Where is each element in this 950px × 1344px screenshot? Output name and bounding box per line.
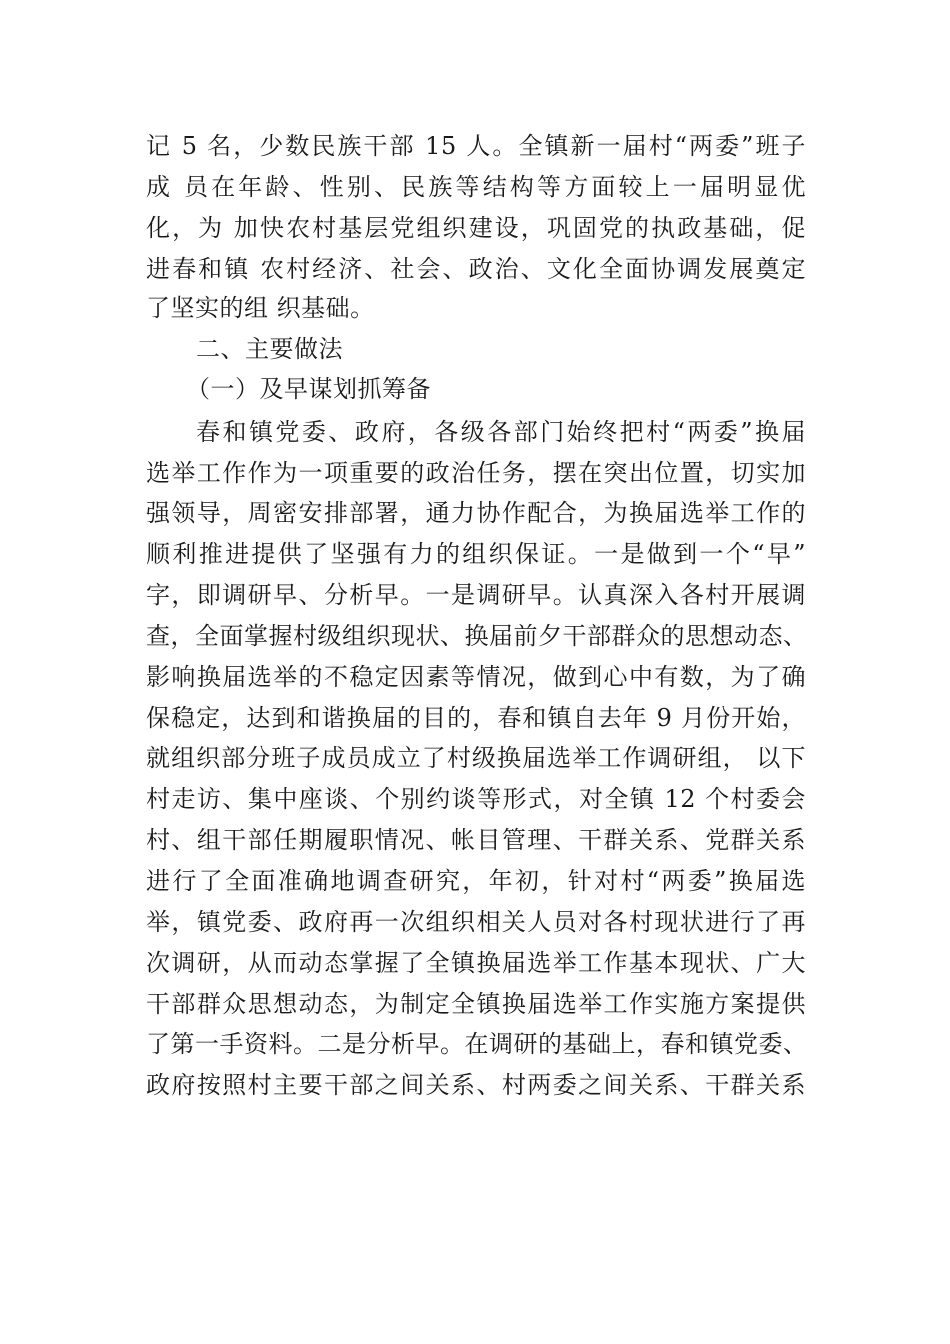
text-line: 查，全面掌握村级组织现状、换届前夕干部群众的思想动态、 [146,622,808,650]
text-line: 干部群众思想动态，为制定全镇换届选举工作实施方案提供 [146,990,806,1018]
text-line: 保稳定，达到和谐换届的目的，春和镇自去年 9 月份开始， [146,704,806,732]
text-line: 顺利推进提供了坚强有力的组织保证。一是做到一个“早” [146,540,806,568]
text-line: 政府按照村主要干部之间关系、村两委之间关系、干群关系 [146,1071,806,1099]
subsection-heading: （一）及早谋划抓筹备 [186,375,431,403]
text-line: 春和镇党委、政府，各级各部门始终把村“两委”换届 [196,418,806,446]
text-line: 村、组干部任期履职情况、帐目管理、干群关系、党群关系 [146,826,806,854]
text-line: 记 5 名，少数民族干部 15 人。全镇新一届村“两委”班子 [146,132,806,160]
text-line: 字，即调研早、分析早。一是调研早。认真深入各村开展调 [146,581,806,609]
text-line: 了坚实的组 织基础。 [146,294,375,322]
text-line: 次调研，从而动态掌握了全镇换届选举工作基本现状、广大 [146,949,806,977]
text-line: 了第一手资料。二是分析早。在调研的基础上，春和镇党委、 [146,1030,808,1058]
text-line: 强领导，周密安排部署，通力协作配合，为换届选举工作的 [146,499,806,527]
text-line: 村走访、集中座谈、个别约谈等形式，对全镇 12 个村委会 [146,785,806,813]
text-line: 进春和镇 农村经济、社会、政治、文化全面协调发展奠定 [146,255,806,283]
text-line: 成 员在年龄、性别、民族等结构等方面较上一届明显优 [146,173,806,201]
section-heading: 二、主要做法 [196,335,343,363]
text-line: 举，镇党委、政府再一次组织相关人员对各村现状进行了再 [146,908,806,936]
text-line: 影响换届选举的不稳定因素等情况，做到心中有数，为了确 [146,663,806,691]
text-line: 选举工作作为一项重要的政治任务，摆在突出位置，切实加 [146,459,806,487]
text-line: 就组织部分班子成员成立了村级换届选举工作调研组， 以下 [146,744,806,772]
text-line: 化，为 加快农村基层党组织建设，巩固党的执政基础，促 [146,214,806,242]
text-line: 进行了全面准确地调查研究，年初，针对村“两委”换届选 [146,867,806,895]
